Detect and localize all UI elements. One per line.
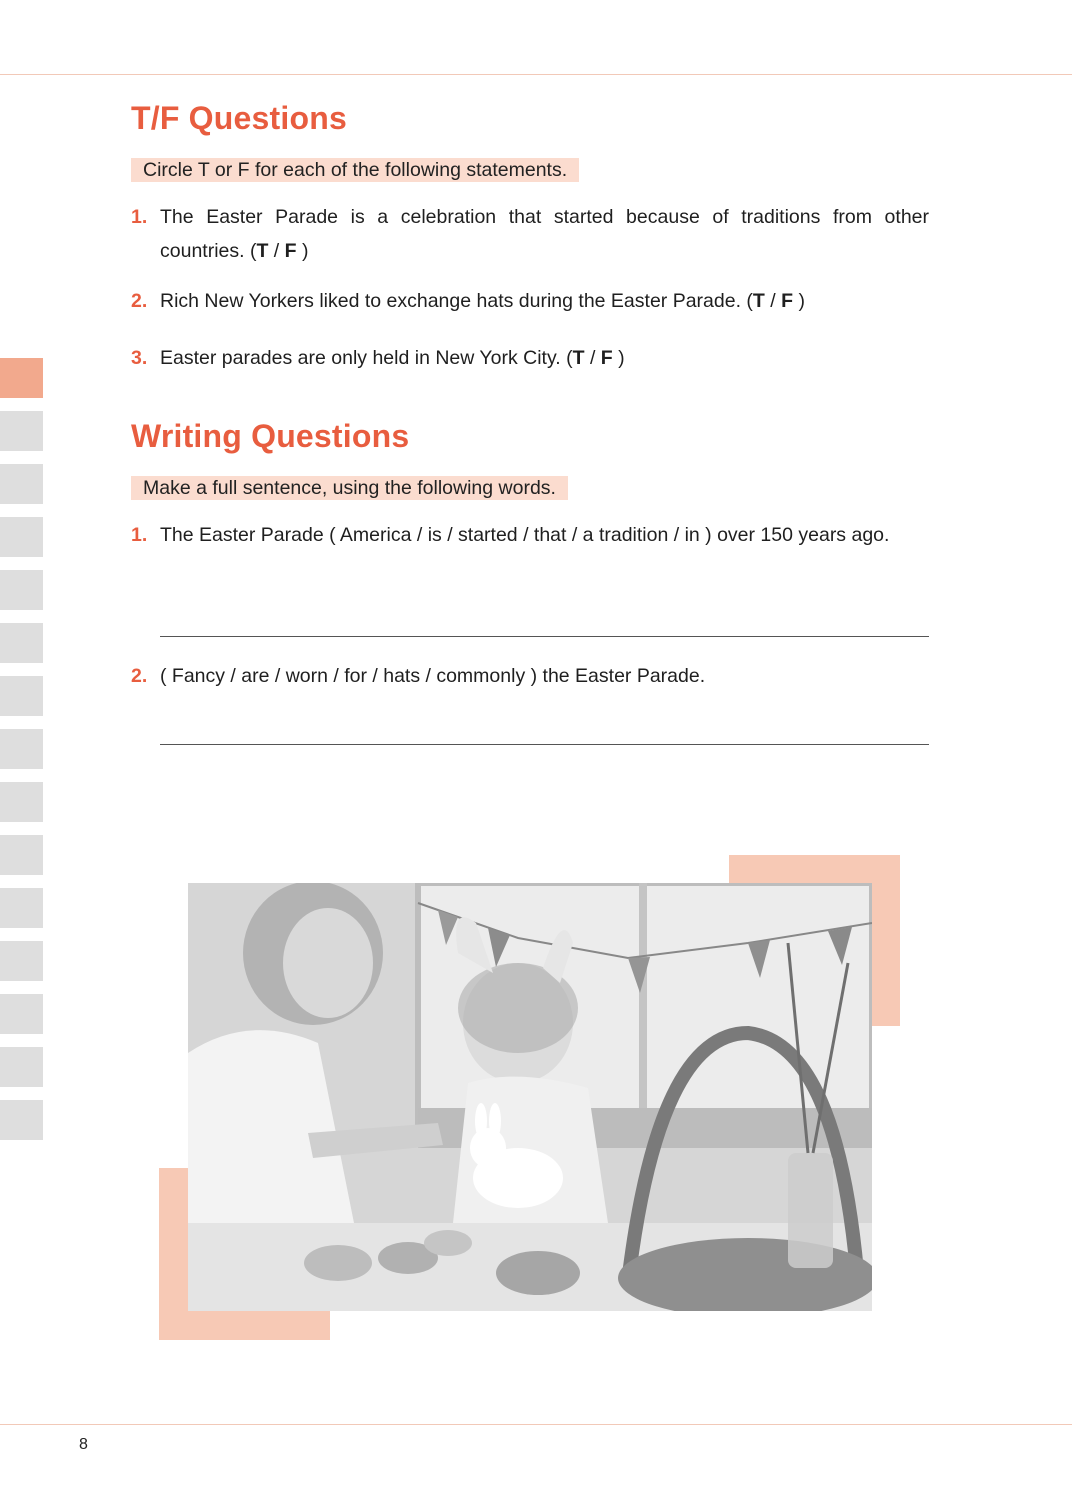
photo-illustration: [188, 883, 872, 1311]
chapter-tab[interactable]: [0, 411, 43, 451]
chapter-tab[interactable]: [0, 517, 43, 557]
header-rule: [0, 74, 1072, 75]
option-close: ): [296, 240, 309, 262]
false-option[interactable]: F: [600, 347, 613, 369]
chapter-tab[interactable]: [0, 835, 43, 875]
option-separator: /: [584, 347, 601, 369]
writing-section-title: Writing Questions: [131, 418, 410, 454]
option-separator: /: [764, 290, 782, 312]
question-text: The Easter Parade ( America / is / started / that / a tradition / in ) over 150 years ago.: [160, 524, 890, 546]
option-separator: /: [268, 240, 285, 262]
chapter-tab[interactable]: [0, 464, 43, 504]
writing-question-1: [131, 518, 929, 552]
chapter-tabs: [0, 358, 43, 1153]
true-option[interactable]: T: [572, 347, 585, 369]
question-number: 1.: [131, 524, 148, 546]
true-option[interactable]: T: [752, 290, 765, 312]
tf-question-1: [131, 200, 929, 268]
question-text: Rich New Yorkers liked to exchange hats during the Easter Parade. (: [160, 290, 753, 312]
tf-question-2: [131, 284, 929, 318]
question-number: 2.: [131, 290, 148, 312]
question-number: 2.: [131, 665, 148, 687]
false-option[interactable]: F: [781, 290, 794, 312]
false-option[interactable]: F: [284, 240, 297, 262]
tf-instruction: Circle T or F for each of the following statements.: [131, 158, 579, 182]
writing-instruction: Make a full sentence, using the following words.: [131, 476, 568, 500]
chapter-tab[interactable]: [0, 676, 43, 716]
question-text: ( Fancy / are / worn / for / hats / commonly ) the Easter Parade.: [160, 665, 706, 687]
chapter-tab[interactable]: [0, 623, 43, 663]
chapter-tab-active[interactable]: [0, 358, 43, 398]
question-number: 1.: [131, 206, 148, 228]
true-option[interactable]: T: [256, 240, 269, 262]
chapter-tab[interactable]: [0, 941, 43, 981]
chapter-tab[interactable]: [0, 1100, 43, 1140]
writing-question-2: [131, 659, 929, 693]
question-number: 3.: [131, 347, 148, 369]
chapter-tab[interactable]: [0, 888, 43, 928]
photo-frame: [159, 855, 901, 1340]
tf-question-3: [131, 341, 929, 375]
question-text: Easter parades are only held in New York City. (: [160, 347, 573, 369]
answer-line-2[interactable]: [160, 744, 929, 745]
chapter-tab[interactable]: [0, 1047, 43, 1087]
answer-line-1[interactable]: [160, 636, 929, 637]
footer-rule: [0, 1424, 1072, 1425]
tf-section-title: T/F Questions: [131, 100, 347, 136]
option-close: ): [793, 290, 805, 312]
photo-mother-daughter-painting-easter-bunny: [188, 883, 872, 1311]
chapter-tab[interactable]: [0, 729, 43, 769]
chapter-tab[interactable]: [0, 782, 43, 822]
option-close: ): [612, 347, 625, 369]
page-number: 8: [79, 1436, 88, 1453]
question-text: The Easter Parade is a celebration that started because of traditions from other countries. (: [160, 206, 929, 262]
chapter-tab[interactable]: [0, 994, 43, 1034]
chapter-tab[interactable]: [0, 570, 43, 610]
